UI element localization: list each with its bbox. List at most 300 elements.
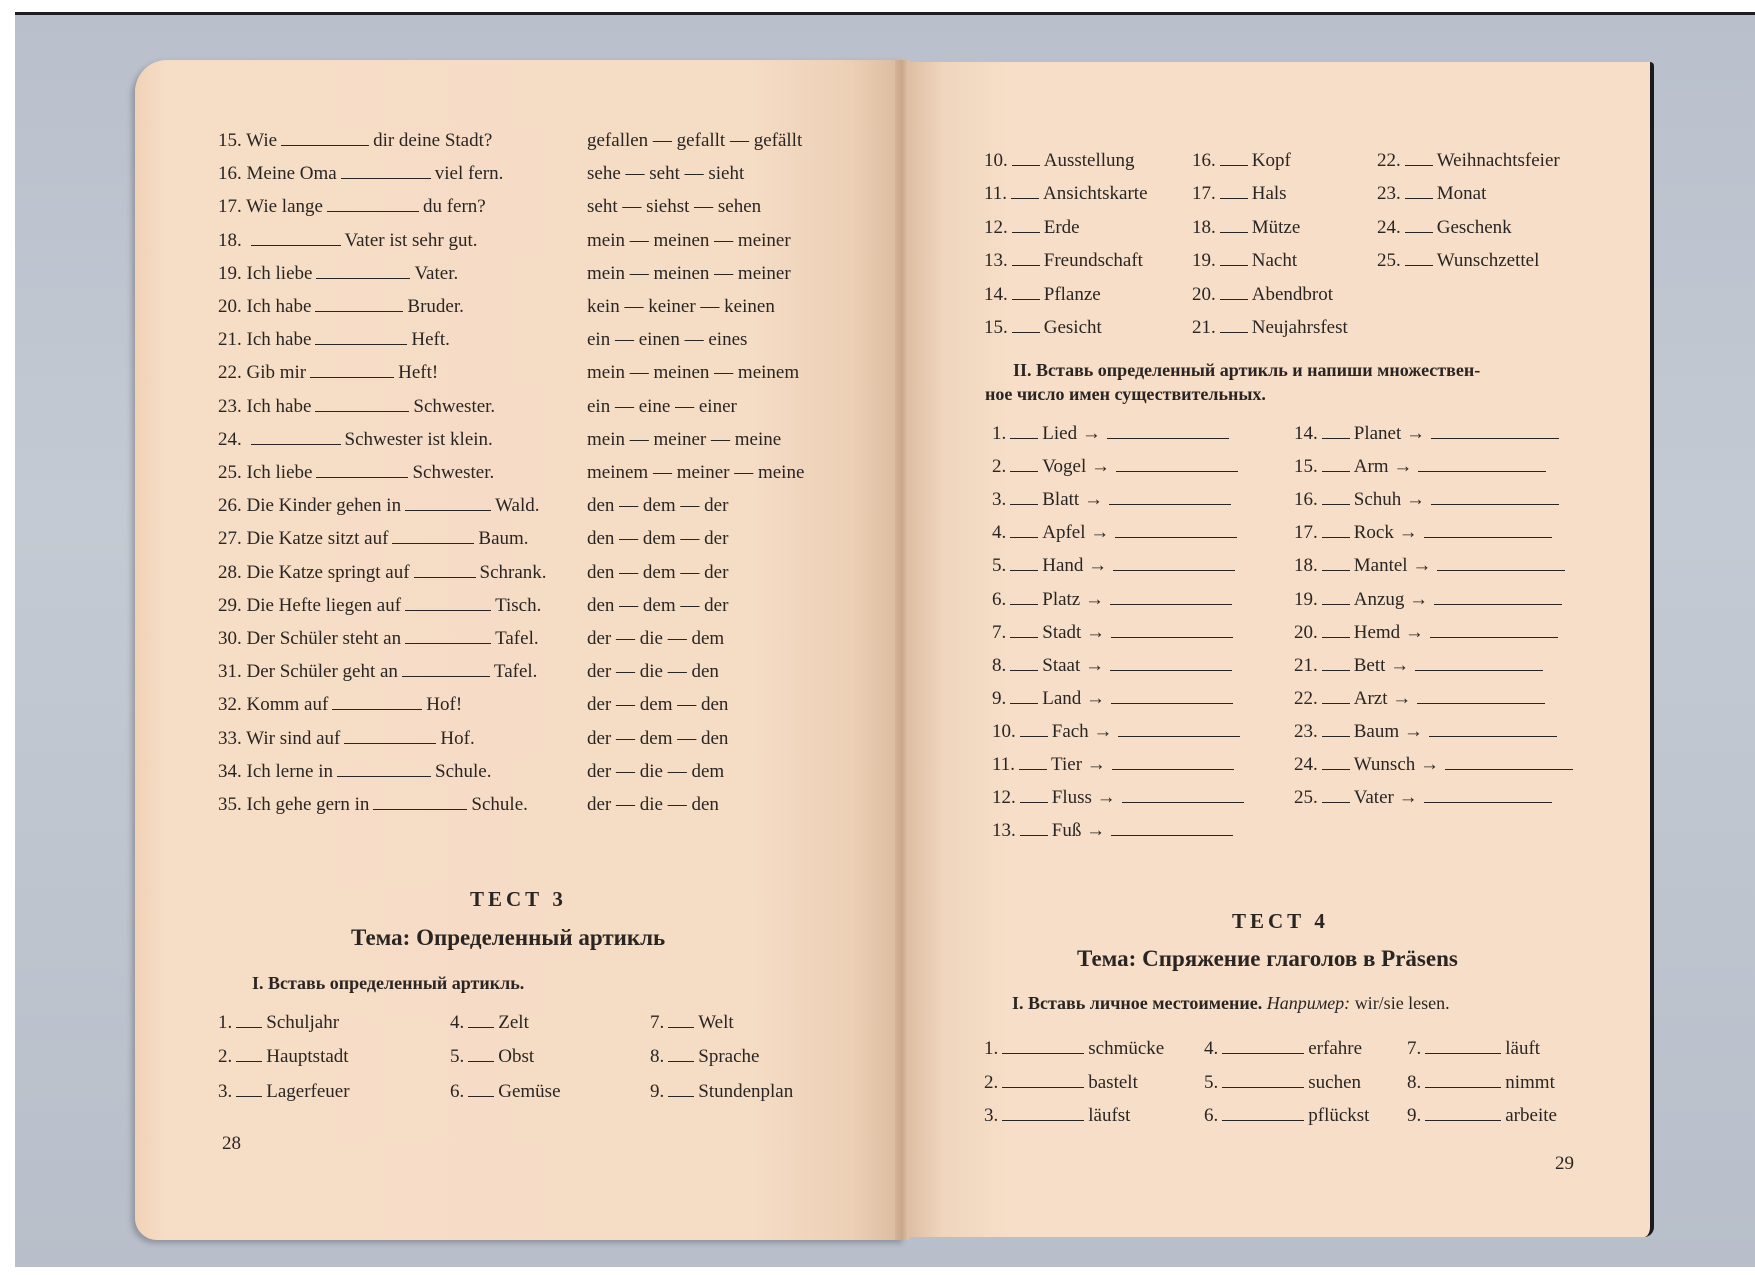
- row-text-after: Schwester.: [412, 462, 495, 483]
- item-word: Kopf: [1251, 150, 1291, 171]
- grid-item: [984, 1038, 1164, 1060]
- item-number: 6.: [992, 589, 1007, 610]
- answer-blank[interactable]: [468, 1095, 494, 1097]
- grid-item: [650, 1046, 759, 1068]
- plural-answer-line[interactable]: [1110, 669, 1232, 671]
- item-word: Abendbrot: [1251, 284, 1334, 305]
- grid-item: [992, 555, 1235, 577]
- answer-blank[interactable]: [1012, 331, 1040, 333]
- answer-blank[interactable]: [405, 642, 491, 644]
- row-number: 30.: [218, 628, 242, 649]
- plural-answer-line[interactable]: [1112, 768, 1234, 770]
- item-number: 12.: [984, 217, 1008, 238]
- answer-blank[interactable]: [1010, 636, 1038, 638]
- answer-blank[interactable]: [1012, 264, 1040, 266]
- item-word: Fluss →: [1051, 787, 1116, 808]
- plural-answer-line[interactable]: [1431, 437, 1559, 439]
- item-word: Rock →: [1353, 522, 1418, 543]
- row-options: mein — meinen — meiner: [587, 263, 791, 284]
- answer-blank[interactable]: [1010, 503, 1038, 505]
- answer-blank[interactable]: [1322, 603, 1350, 605]
- row-options: seht — siehst — sehen: [587, 196, 762, 217]
- answer-blank[interactable]: [1010, 470, 1038, 472]
- item-word: Tier →: [1051, 754, 1106, 775]
- row-number: 27.: [218, 528, 242, 549]
- answer-blank[interactable]: [1405, 197, 1433, 199]
- answer-blank[interactable]: [1222, 1052, 1304, 1054]
- grid-item: [218, 1081, 350, 1103]
- row-options: der — dem — den: [587, 728, 729, 749]
- plural-answer-line[interactable]: [1122, 801, 1244, 803]
- exercise-row: [218, 196, 486, 218]
- row-number: 16.: [218, 163, 242, 184]
- answer-blank[interactable]: [315, 310, 403, 312]
- plural-answer-line[interactable]: [1431, 503, 1559, 505]
- exercise-row: [218, 462, 494, 484]
- grid-item: [650, 1081, 793, 1103]
- item-word: Hand →: [1042, 555, 1108, 576]
- exercise-row: [218, 728, 475, 750]
- grid-item: [1204, 1038, 1362, 1060]
- item-number: 4.: [1204, 1038, 1219, 1059]
- answer-blank[interactable]: [1222, 1086, 1304, 1088]
- grid-item: [1192, 150, 1291, 172]
- answer-blank[interactable]: [1012, 231, 1040, 233]
- grid-item: [984, 183, 1148, 205]
- answer-blank[interactable]: [1020, 735, 1048, 737]
- row-text-before: Gib mir: [246, 362, 307, 383]
- grid-item: [1294, 456, 1546, 478]
- plural-answer-line[interactable]: [1111, 702, 1233, 704]
- plural-answer-line[interactable]: [1437, 569, 1565, 571]
- exercise-row: [218, 329, 450, 351]
- item-number: 11.: [984, 183, 1008, 204]
- exercise-row: [218, 528, 529, 550]
- item-word: läufst: [1088, 1105, 1131, 1126]
- answer-blank[interactable]: [1010, 569, 1038, 571]
- plural-answer-line[interactable]: [1430, 636, 1558, 638]
- answer-blank[interactable]: [373, 808, 467, 810]
- answer-blank[interactable]: [1222, 1119, 1304, 1121]
- answer-blank[interactable]: [1010, 603, 1038, 605]
- row-text-after: viel fern.: [434, 163, 504, 184]
- item-word: bastelt: [1088, 1072, 1138, 1093]
- item-word: Mantel →: [1353, 555, 1432, 576]
- item-word: Wunsch →: [1353, 754, 1439, 775]
- item-word: Bett →: [1353, 655, 1410, 676]
- grid-item: [1294, 622, 1558, 644]
- answer-blank[interactable]: [1012, 164, 1040, 166]
- item-number: 7.: [992, 622, 1007, 643]
- answer-blank[interactable]: [1220, 298, 1248, 300]
- answer-blank[interactable]: [1220, 164, 1248, 166]
- row-number: 22.: [218, 362, 242, 383]
- item-number: 14.: [1294, 423, 1318, 444]
- grid-item: [1294, 787, 1552, 809]
- item-word: Arm →: [1353, 456, 1413, 477]
- item-word: läuft: [1505, 1038, 1541, 1059]
- item-number: 21.: [1192, 317, 1216, 338]
- grid-item: [984, 217, 1080, 239]
- exercise-row: [218, 562, 547, 584]
- item-number: 22.: [1377, 150, 1401, 171]
- item-word: Platz →: [1042, 589, 1104, 610]
- answer-blank[interactable]: [668, 1026, 694, 1028]
- answer-blank[interactable]: [1425, 1052, 1501, 1054]
- answer-blank[interactable]: [1425, 1086, 1501, 1088]
- row-number: 33.: [218, 728, 242, 749]
- exercise-row: [218, 628, 539, 650]
- item-number: 2.: [218, 1046, 233, 1067]
- grid-item: [984, 284, 1101, 306]
- grid-item: [218, 1012, 339, 1034]
- row-options: ein — eine — einer: [587, 396, 737, 417]
- row-number: 19.: [218, 263, 242, 284]
- answer-blank[interactable]: [402, 675, 490, 677]
- item-number: 3.: [218, 1081, 233, 1102]
- grid-item: [450, 1081, 561, 1103]
- item-number: 5.: [992, 555, 1007, 576]
- grid-item: [984, 150, 1135, 172]
- item-word: Neujahrsfest: [1251, 317, 1348, 338]
- answer-blank[interactable]: [315, 343, 407, 345]
- row-number: 28.: [218, 562, 242, 583]
- answer-blank[interactable]: [1322, 569, 1350, 571]
- row-number: 26.: [218, 495, 242, 516]
- page-number-left: 28: [222, 1133, 241, 1154]
- exercise-row: [218, 396, 495, 418]
- answer-blank[interactable]: [337, 775, 431, 777]
- item-number: 15.: [984, 317, 1008, 338]
- answer-blank[interactable]: [1010, 536, 1038, 538]
- plural-answer-line[interactable]: [1110, 603, 1232, 605]
- answer-blank[interactable]: [316, 476, 408, 478]
- row-text-after: Bruder.: [407, 296, 464, 317]
- answer-blank[interactable]: [344, 742, 436, 744]
- row-options: meinem — meiner — meine: [587, 462, 805, 483]
- answer-blank[interactable]: [310, 376, 394, 378]
- item-word: Blatt →: [1042, 489, 1103, 510]
- plural-answer-line[interactable]: [1111, 834, 1233, 836]
- answer-blank[interactable]: [251, 244, 341, 246]
- grid-item: [1407, 1038, 1540, 1060]
- answer-blank[interactable]: [1020, 834, 1048, 836]
- exercise-row: [218, 362, 438, 384]
- item-word: Anzug →: [1353, 589, 1429, 610]
- item-word: Ausstellung: [1043, 150, 1135, 171]
- grid-item: [1294, 522, 1552, 544]
- item-word: Arzt →: [1353, 688, 1412, 709]
- row-text-before: Ich gehe gern in: [246, 794, 370, 815]
- row-text-after: Schrank.: [479, 562, 547, 583]
- answer-blank[interactable]: [1322, 669, 1350, 671]
- row-text-before: Die Katze springt auf: [246, 562, 410, 583]
- grid-item: [992, 820, 1233, 842]
- row-text-after: Hof.: [440, 728, 475, 749]
- plural-answer-line[interactable]: [1445, 768, 1573, 770]
- item-number: 1.: [984, 1038, 999, 1059]
- grid-item: [1377, 217, 1512, 239]
- item-number: 18.: [1294, 555, 1318, 576]
- item-word: Mütze: [1251, 217, 1301, 238]
- row-number: 21.: [218, 329, 242, 350]
- item-number: 5.: [1204, 1072, 1219, 1093]
- answer-blank[interactable]: [1322, 503, 1350, 505]
- item-number: 5.: [450, 1046, 465, 1067]
- answer-blank[interactable]: [236, 1060, 262, 1062]
- exercise-row: [218, 296, 464, 318]
- plural-answer-line[interactable]: [1417, 702, 1545, 704]
- row-text-after: Schule.: [435, 761, 492, 782]
- answer-blank[interactable]: [1322, 702, 1350, 704]
- answer-blank[interactable]: [1322, 735, 1350, 737]
- item-word: Vater →: [1353, 787, 1418, 808]
- row-text-before: Der Schüler steht an: [246, 628, 402, 649]
- answer-blank[interactable]: [1322, 801, 1350, 803]
- plural-answer-line[interactable]: [1107, 437, 1229, 439]
- answer-blank[interactable]: [315, 410, 409, 412]
- item-number: 9.: [992, 688, 1007, 709]
- item-word: Freundschaft: [1043, 250, 1143, 271]
- answer-blank[interactable]: [1322, 768, 1350, 770]
- answer-blank[interactable]: [1010, 702, 1038, 704]
- answer-blank[interactable]: [392, 542, 474, 544]
- answer-blank[interactable]: [1012, 298, 1040, 300]
- row-text-before: Die Kinder gehen in: [246, 495, 402, 516]
- row-options: den — dem — der: [587, 562, 729, 583]
- grid-item: [992, 754, 1234, 776]
- answer-blank[interactable]: [281, 144, 369, 146]
- answer-blank[interactable]: [468, 1060, 494, 1062]
- answer-blank[interactable]: [1019, 768, 1047, 770]
- grid-item: [1294, 555, 1565, 577]
- item-number: 9.: [650, 1081, 665, 1102]
- plural-answer-line[interactable]: [1113, 569, 1235, 571]
- item-word: pflückst: [1308, 1105, 1370, 1126]
- answer-blank[interactable]: [1322, 636, 1350, 638]
- item-number: 16.: [1192, 150, 1216, 171]
- test4-topic: Тема: Спряжение глаголов в Präsens: [1077, 946, 1458, 971]
- answer-blank[interactable]: [1405, 164, 1433, 166]
- answer-blank[interactable]: [341, 177, 431, 179]
- item-word: suchen: [1308, 1072, 1362, 1093]
- answer-blank[interactable]: [1405, 231, 1433, 233]
- item-word: erfahre: [1308, 1038, 1363, 1059]
- row-options: den — dem — der: [587, 528, 729, 549]
- grid-item: [992, 622, 1233, 644]
- item-word: Planet →: [1353, 423, 1425, 444]
- answer-blank[interactable]: [668, 1095, 694, 1097]
- answer-blank[interactable]: [1020, 801, 1048, 803]
- grid-item: [1204, 1105, 1369, 1127]
- exercise-row: [218, 263, 458, 285]
- grid-item: [992, 721, 1240, 743]
- plural-answer-line[interactable]: [1418, 470, 1546, 472]
- answer-blank[interactable]: [1002, 1119, 1084, 1121]
- grid-item: [992, 423, 1229, 445]
- row-options: der — dem — den: [587, 694, 729, 715]
- row-text-after: Wald.: [495, 495, 540, 516]
- row-number: 20.: [218, 296, 242, 317]
- grid-item: [984, 250, 1143, 272]
- row-text-after: Schwester.: [413, 396, 496, 417]
- answer-blank[interactable]: [668, 1060, 694, 1062]
- row-options: den — dem — der: [587, 595, 729, 616]
- row-options: den — dem — der: [587, 495, 729, 516]
- answer-blank[interactable]: [1011, 197, 1039, 199]
- item-number: 3.: [984, 1105, 999, 1126]
- answer-blank[interactable]: [1002, 1052, 1084, 1054]
- plural-answer-line[interactable]: [1118, 735, 1240, 737]
- grid-item: [450, 1012, 529, 1034]
- plural-answer-line[interactable]: [1115, 536, 1237, 538]
- answer-blank[interactable]: [236, 1026, 262, 1028]
- answer-blank[interactable]: [1010, 669, 1038, 671]
- answer-blank[interactable]: [1322, 536, 1350, 538]
- item-number: 10.: [992, 721, 1016, 742]
- answer-blank[interactable]: [1220, 197, 1248, 199]
- item-word: Wunschzettel: [1436, 250, 1540, 271]
- item-word: Gesicht: [1043, 317, 1102, 338]
- plural-answer-line[interactable]: [1429, 735, 1557, 737]
- answer-blank[interactable]: [332, 708, 422, 710]
- grid-item: [1294, 655, 1543, 677]
- answer-blank[interactable]: [1010, 437, 1038, 439]
- plural-answer-line[interactable]: [1109, 503, 1231, 505]
- item-word: Hemd →: [1353, 622, 1424, 643]
- exercise-row: [218, 163, 503, 185]
- answer-blank[interactable]: [1002, 1086, 1084, 1088]
- answer-blank[interactable]: [327, 210, 419, 212]
- grid-item: [1377, 150, 1560, 172]
- plural-answer-line[interactable]: [1116, 470, 1238, 472]
- item-number: 16.: [1294, 489, 1318, 510]
- answer-blank[interactable]: [405, 509, 491, 511]
- item-word: schmücke: [1088, 1038, 1165, 1059]
- answer-blank[interactable]: [1220, 331, 1248, 333]
- plural-answer-line[interactable]: [1111, 636, 1233, 638]
- item-word: nimmt: [1505, 1072, 1555, 1093]
- row-options: der — die — dem: [587, 761, 725, 782]
- item-word: Schuh →: [1353, 489, 1425, 510]
- row-text-before: Ich habe: [246, 396, 312, 417]
- item-number: 19.: [1192, 250, 1216, 271]
- row-options: mein — meiner — meine: [587, 429, 782, 450]
- answer-blank[interactable]: [468, 1026, 494, 1028]
- row-options: kein — keiner — keinen: [587, 296, 775, 317]
- grid-item: [984, 317, 1102, 339]
- answer-blank[interactable]: [1425, 1119, 1501, 1121]
- answer-blank[interactable]: [405, 609, 491, 611]
- answer-blank[interactable]: [414, 576, 476, 578]
- row-text-before: Ich liebe: [246, 263, 313, 284]
- item-number: 23.: [1294, 721, 1318, 742]
- row-text-before: Komm auf: [246, 694, 329, 715]
- test4-instruction-example: wir/sie lesen.: [1354, 993, 1450, 1013]
- item-number: 23.: [1377, 183, 1401, 204]
- row-text-after: dir deine Stadt?: [373, 130, 493, 151]
- exercise-row: [218, 230, 477, 252]
- row-options: der — die — dem: [587, 628, 725, 649]
- grid-item: [992, 522, 1237, 544]
- item-number: 13.: [984, 250, 1008, 271]
- answer-blank[interactable]: [1322, 437, 1350, 439]
- exercise-row: [218, 694, 462, 716]
- row-text-before: Wir sind auf: [246, 728, 341, 749]
- test4-instruction-bold: I. Вставь личное местоимение.: [1012, 993, 1263, 1013]
- item-number: 12.: [992, 787, 1016, 808]
- item-number: 15.: [1294, 456, 1318, 477]
- answer-blank[interactable]: [1405, 264, 1433, 266]
- item-number: 1.: [992, 423, 1007, 444]
- row-text-after: Baum.: [478, 528, 529, 549]
- row-number: 23.: [218, 396, 242, 417]
- grid-item: [992, 589, 1232, 611]
- page-number-right: 29: [1555, 1153, 1574, 1174]
- answer-blank[interactable]: [316, 277, 410, 279]
- row-number: 31.: [218, 661, 242, 682]
- row-number: 25.: [218, 462, 242, 483]
- item-word: Gemüse: [498, 1081, 561, 1102]
- grid-item: [992, 489, 1231, 511]
- test4-instruction-italic: Например:: [1266, 993, 1351, 1013]
- plural-answer-line[interactable]: [1434, 603, 1562, 605]
- item-word: Stadt →: [1042, 622, 1106, 643]
- item-number: 25.: [1294, 787, 1318, 808]
- plural-answer-line[interactable]: [1415, 669, 1543, 671]
- grid-item: [650, 1012, 734, 1034]
- row-text-before: Ich lerne in: [246, 761, 334, 782]
- grid-item: [1377, 183, 1486, 205]
- row-text-after: Tisch.: [495, 595, 542, 616]
- row-text-after: Schwester ist klein.: [344, 429, 493, 450]
- row-text-after: Heft.: [411, 329, 450, 350]
- item-number: 25.: [1377, 250, 1401, 271]
- grid-item: [1192, 284, 1333, 306]
- answer-blank[interactable]: [1322, 470, 1350, 472]
- item-word: Vogel →: [1042, 456, 1110, 477]
- answer-blank[interactable]: [1220, 264, 1248, 266]
- grid-item: [1294, 721, 1557, 743]
- grid-item: [1294, 489, 1559, 511]
- book-gutter: [895, 60, 909, 1240]
- row-options: gefallen — gefallt — gefällt: [587, 130, 803, 151]
- row-text-before: Wie lange: [246, 196, 323, 217]
- grid-item: [984, 1105, 1130, 1127]
- grid-item: [450, 1046, 534, 1068]
- exercise-row: [218, 761, 491, 783]
- row-text-before: Der Schüler geht an: [246, 661, 398, 682]
- exercise-row: [218, 429, 493, 451]
- test3-instruction: I. Вставь определенный артикль.: [252, 973, 525, 993]
- answer-blank[interactable]: [251, 443, 341, 445]
- row-text-before: Die Katze sitzt auf: [246, 528, 389, 549]
- answer-blank[interactable]: [1220, 231, 1248, 233]
- plural-answer-line[interactable]: [1424, 801, 1552, 803]
- answer-blank[interactable]: [236, 1095, 262, 1097]
- grid-item: [218, 1046, 349, 1068]
- item-number: 1.: [218, 1012, 233, 1033]
- row-text-after: Vater.: [414, 263, 459, 284]
- row-text-before: Ich habe: [246, 296, 312, 317]
- grid-item: [984, 1072, 1138, 1094]
- item-number: 8.: [1407, 1072, 1422, 1093]
- item-word: Fuß →: [1051, 820, 1106, 841]
- grid-item: [992, 688, 1233, 710]
- grid-item: [1294, 423, 1559, 445]
- plural-answer-line[interactable]: [1424, 536, 1552, 538]
- row-options: ein — einen — eines: [587, 329, 748, 350]
